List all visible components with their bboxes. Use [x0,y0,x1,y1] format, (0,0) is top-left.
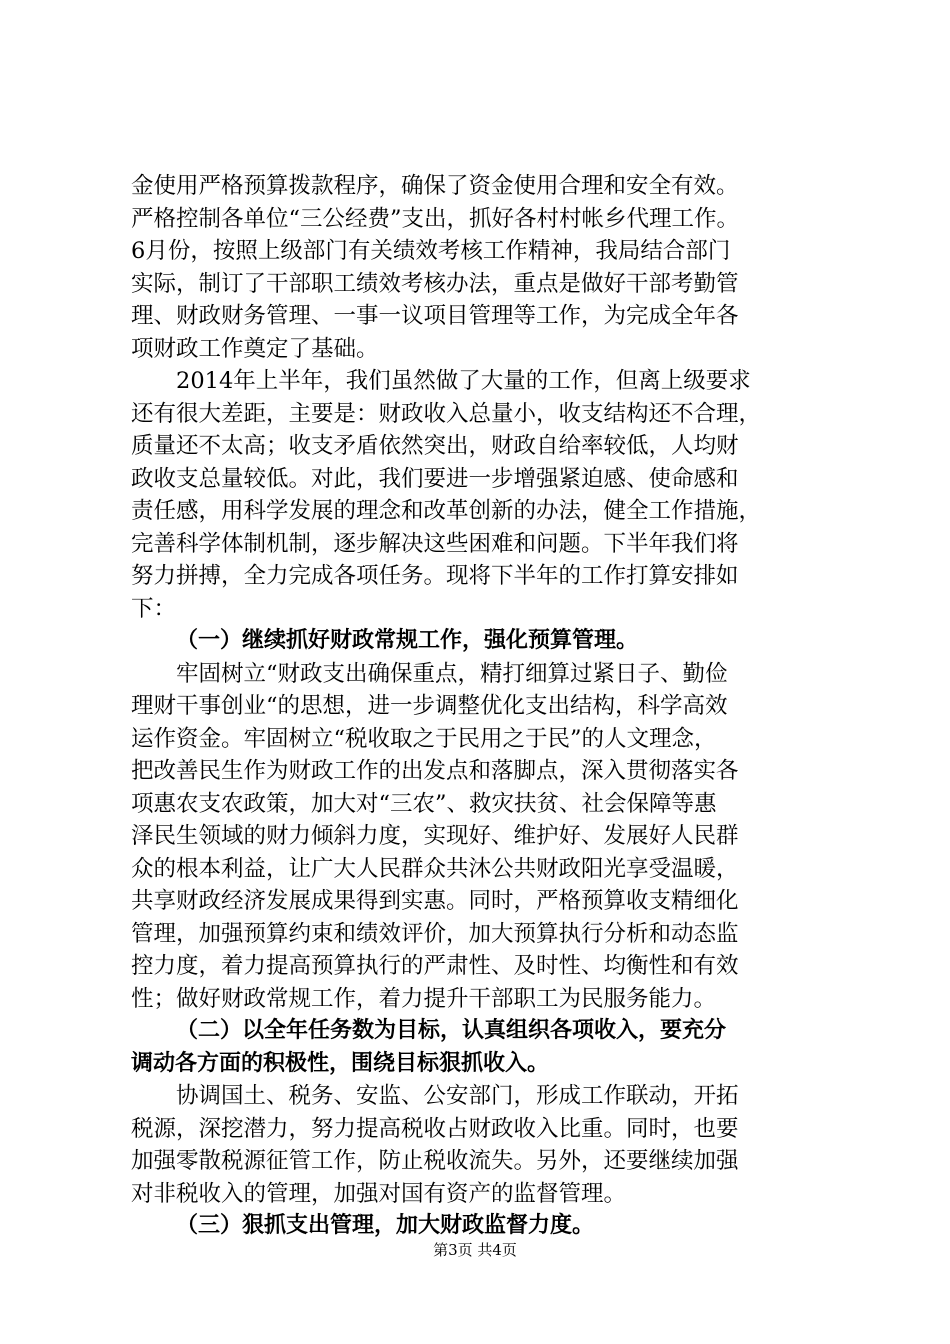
paragraph-line: 运作资金。牢固树立“税收取之于民用之于民”的人文理念， [131,725,717,752]
paragraph-line: 把改善民生作为财政工作的出发点和落脚点，深入贯彻落实各 [131,758,739,784]
document-body [131,170,831,1243]
paragraph-line: 2014年上半年，我们虽然做了大量的工作，但离上级要求 [176,368,751,394]
page-footer: 第3页 共4页 [433,1241,517,1259]
paragraph-line: 还有很大差距，主要是：财政收入总量小，收支结构还不合理， [131,400,762,427]
section-heading-line: （二）以全年任务数为目标，认真组织各项收入，要充分 [176,1018,727,1043]
paragraph-line: 责任感，用科学发展的理念和改革创新的办法，健全工作措施， [131,498,762,524]
paragraph-line: 泽民生领域的财力倾斜力度，实现好、维护好、发展好人民群 [131,823,739,849]
paragraph-line: 努力拼搏，全力完成各项任务。现将下半年的工作打算安排如 [131,563,739,589]
paragraph-line: 控力度，着力提高预算执行的严肃性、及时性、均衡性和有效 [131,953,739,979]
section-heading-line: 调动各方面的积极性，围绕目标狠抓收入。 [131,1050,550,1076]
paragraph-line: 牢固树立“财政支出确保重点，精打细算过紧日子、勤俭 [176,660,728,687]
paragraph-line: 项财政工作奠定了基础。 [131,335,379,362]
paragraph-line: 对非税收入的管理，加强对国有资产的监督管理。 [131,1180,627,1207]
section-heading-line: （三）狠抓支出管理，加大财政监督力度。 [176,1213,595,1238]
paragraph-line: 性；做好财政常规工作，着力提升干部职工为民服务能力。 [131,985,717,1012]
paragraph-line: 严格控制各单位“三公经费”支出，抓好各村村帐乡代理工作。 [131,205,740,232]
paragraph-line: 理、财政财务管理、一事一议项目管理等工作，为完成全年各 [131,303,739,329]
paragraph-line: 完善科学体制机制，逐步解决这些困难和问题。下半年我们将 [131,530,739,557]
paragraph-line: 质量还不太高；收支矛盾依然突出，财政自给率较低，人均财 [131,433,739,459]
paragraph-line: 协调国土、税务、安监、公安部门，形成工作联动，开拓 [176,1083,739,1109]
paragraph-line: 金使用严格预算拨款程序，确保了资金使用合理和安全有效。 [131,173,739,199]
paragraph-line: 加强零散税源征管工作，防止税收流失。另外，还要继续加强 [131,1148,739,1174]
section-heading-line: （一）继续抓好财政常规工作，强化预算管理。 [176,628,639,653]
paragraph-line: 众的根本利益，让广大人民群众共沐公共财政阳光享受温暖， [131,855,739,882]
paragraph-line: 项惠农支农政策，加大对“三农”、救灾扶贫、社会保障等惠 [131,790,717,817]
paragraph-line: 共享财政经济发展成果得到实惠。同时，严格预算收支精细化 [131,888,739,914]
paragraph-line: 6月份，按照上级部门有关绩效考核工作精神，我局结合部门 [131,238,731,264]
paragraph-line: 下： [131,595,177,622]
paragraph-line: 政收支总量较低。对此，我们要进一步增强紧迫感、使命感和 [131,465,739,492]
paragraph-line: 理财干事创业“的思想，进一步调整优化支出结构，科学高效 [131,693,728,719]
paragraph-line: 实际，制订了干部职工绩效考核办法，重点是做好干部考勤管 [131,270,739,297]
paragraph-line: 税源，深挖潜力，努力提高税收占财政收入比重。同时，也要 [131,1115,739,1142]
paragraph-line: 管理，加强预算约束和绩效评价，加大预算执行分析和动态监 [131,920,739,947]
